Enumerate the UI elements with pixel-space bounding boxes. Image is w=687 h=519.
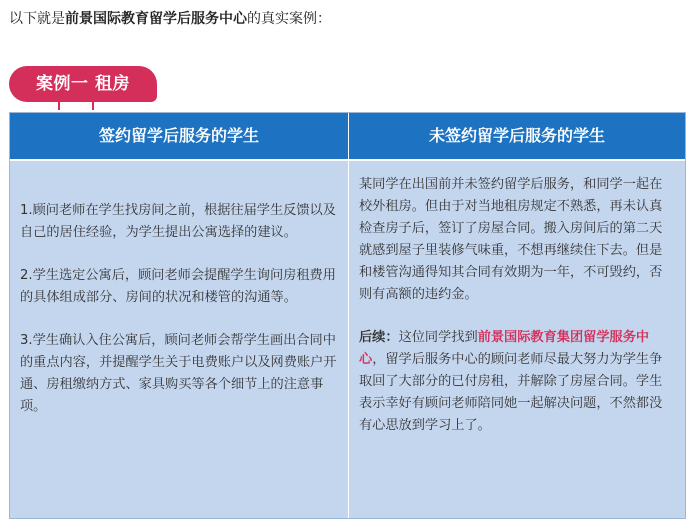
intro-highlight: 前景国际教育留学后服务中心	[65, 11, 247, 27]
signed-step-1: 1.顾问老师在学生找房间之前，根据往届学生反馈以及自己的居住经验，为学生提出公寓选择的建议。	[20, 203, 336, 240]
tab-tick-right	[92, 102, 94, 110]
followup-before: 这位同学找到	[398, 330, 478, 345]
comparison-table	[9, 112, 686, 519]
followup-after: ，留学后服务中心的顾问老师尽最大努力为学生争取回了大部分的已付房租，并解除了房屋合同。学生表示幸好有顾问老师陪同她一起解决问题，不然都没有心思放到学习上了。	[359, 352, 663, 433]
intro-after: 的真实案例：	[247, 11, 331, 27]
followup-label: 后续：	[359, 330, 399, 345]
signed-students-column	[10, 113, 348, 518]
signed-step-3: 3.学生确认入住公寓后，顾问老师会帮学生画出合同中的重点内容，并提醒学生关于电费账户以及网费账户开通、房租缴纳方式、家具购买等各个细节上的注意事项。	[20, 333, 337, 414]
intro-before: 以下就是	[9, 11, 65, 27]
followup-highlight: 前景国际教育集团留学服务中心	[359, 330, 650, 367]
unsigned-students-body	[349, 161, 685, 518]
case-tab-label: 案例一 租房	[36, 74, 130, 94]
unsigned-students-column	[349, 113, 685, 518]
case-tab	[9, 66, 157, 102]
unsigned-story: 某同学在出国前并未签约留学后服务，和同学一起在校外租房。但由于对当地租房规定不熟悉，再未认真检查房子后，签订了房屋合同。搬入房间后的第二天就感到屋子里装修气味重，不想再继续住下去。但是和楼管沟通得知其合同有效期为一年，不可毁约，否则有高额的违约金。	[359, 177, 663, 302]
intro-text	[9, 9, 331, 29]
signed-students-body	[10, 161, 348, 518]
tab-tick-left	[58, 102, 60, 110]
signed-step-2: 2.学生选定公寓后，顾问老师会提醒学生询问房租费用的具体组成部分、房间的状况和楼管的沟通等。	[20, 268, 336, 305]
signed-students-header: 签约留学后服务的学生	[10, 113, 348, 159]
unsigned-students-header: 未签约留学后服务的学生	[349, 113, 685, 159]
unsigned-followup	[359, 327, 675, 437]
